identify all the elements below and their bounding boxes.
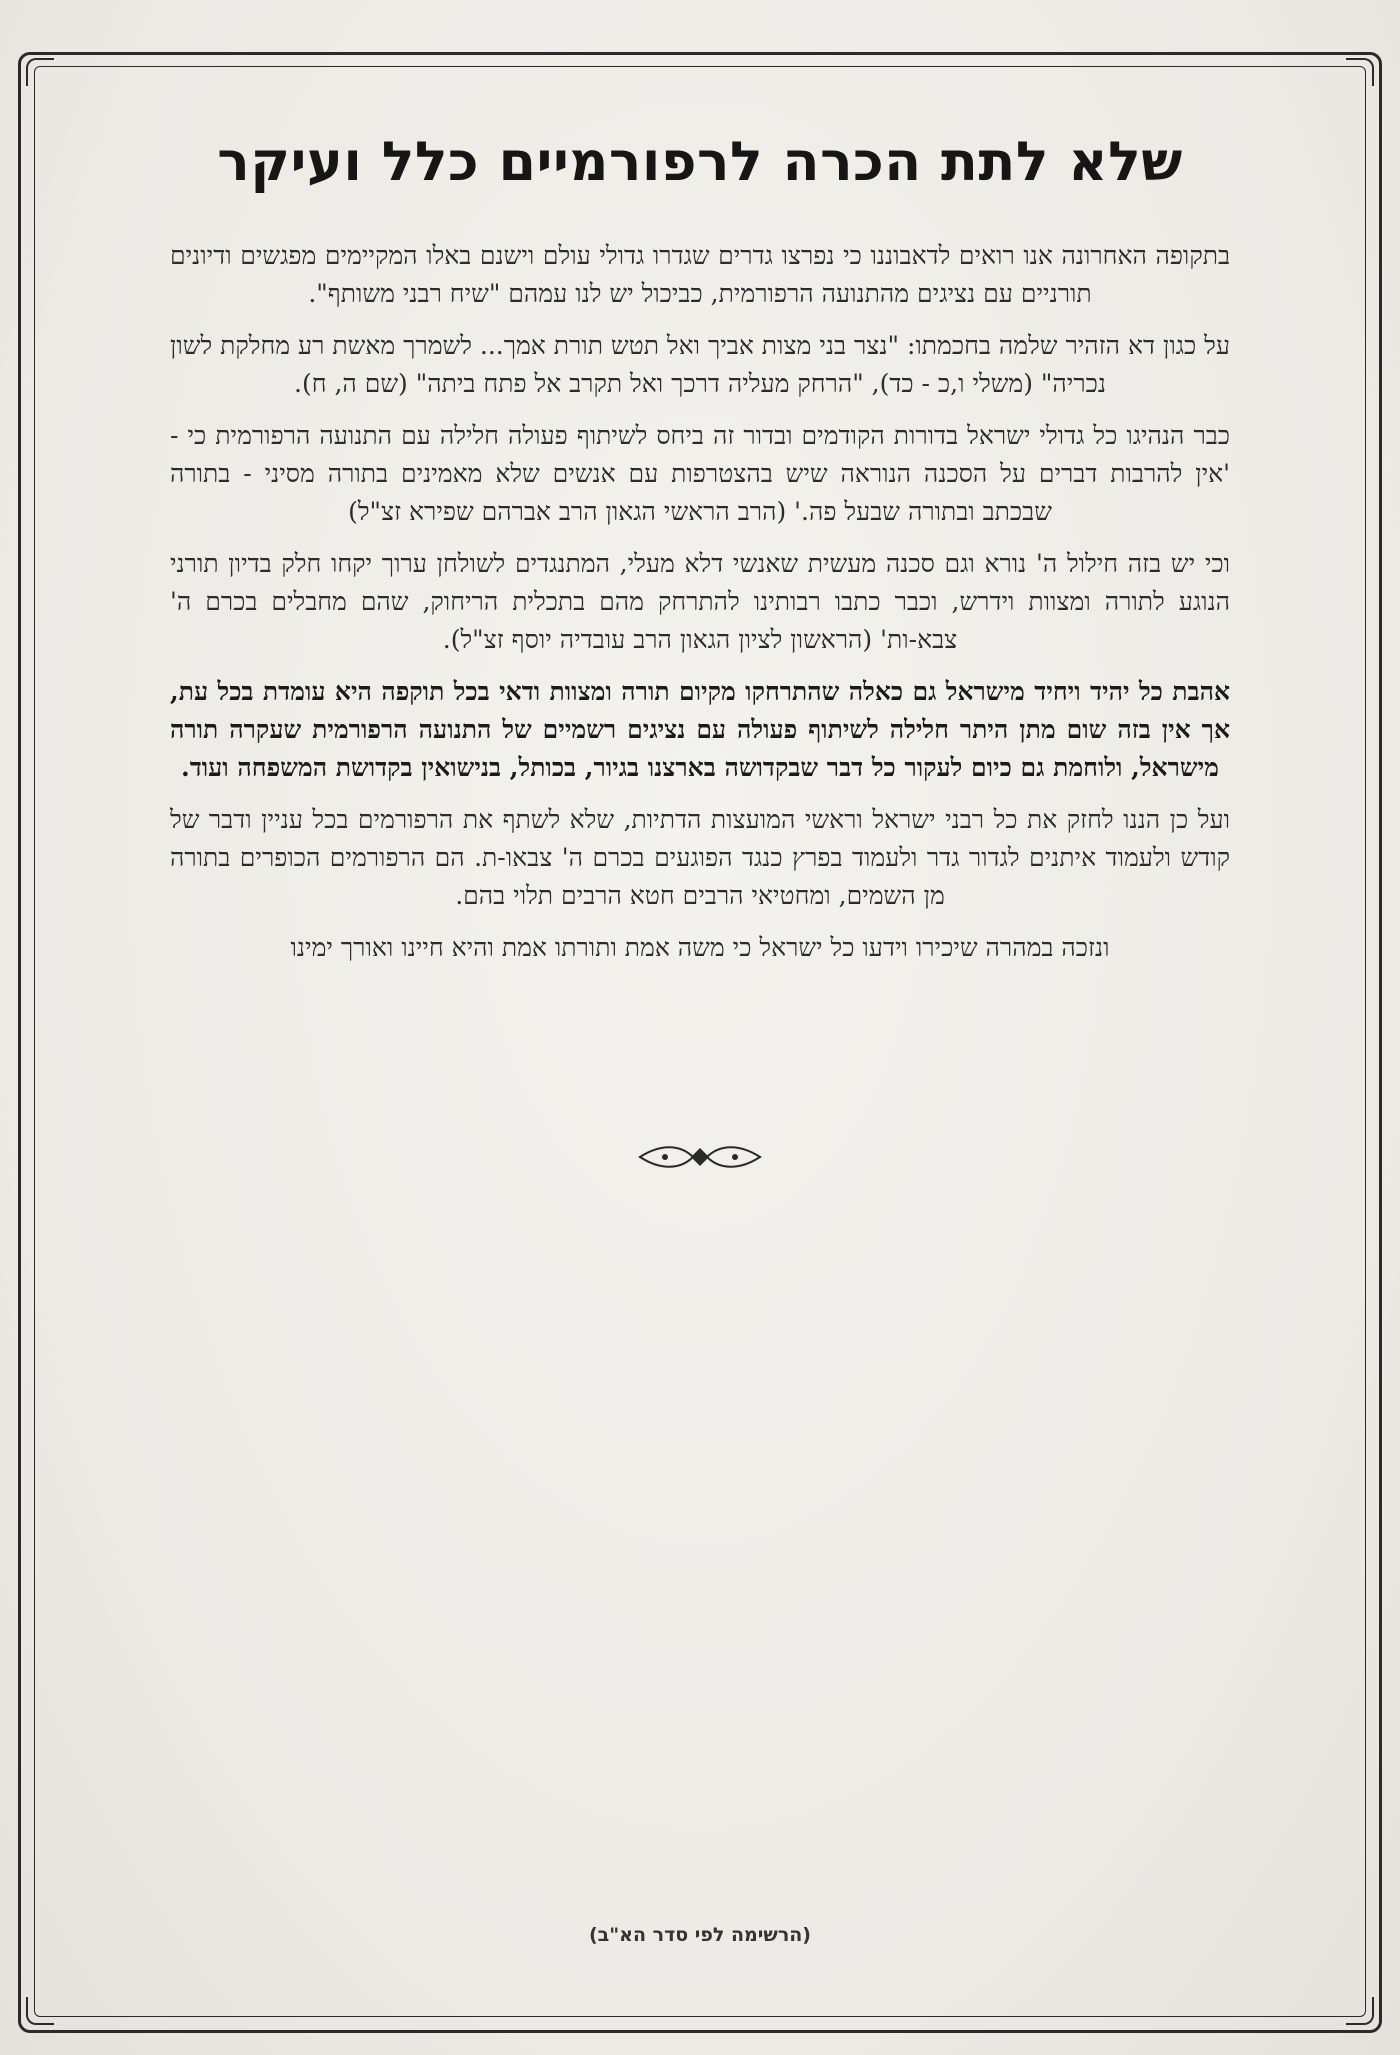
letter-paragraph: בתקופה האחרונה אנו רואים לדאבוננו כי נפרצו גדרים שגדרו גדולי עולם וישנם באלו המקיימים מפגשים ודיונים תורניים עם נציגים מהתנועה הרפורמית, כביכול יש לנו עמהם "שיח רבני משותף". — [170, 241, 1230, 308]
signer-title — [1020, 1680, 1250, 1700]
signer — [440, 1342, 670, 1394]
signer-name — [852, 1240, 1082, 1264]
signer — [730, 1342, 960, 1394]
signer — [150, 1444, 380, 1496]
signer-title — [1020, 1374, 1250, 1394]
signer-title — [440, 1680, 670, 1700]
frame-corner-ornament — [26, 1997, 54, 2025]
letter-paragraph: כבר הנהיגו כל גדולי ישראל בדורות הקודמים ובדור זה ביחס לשיתוף פעולה חלילה עם התנועה הרפורמית כי - 'אין להרבות דברים על הסכנה הנוראה שיש בהצטרפות עם אנשים שלא מאמינים בתורה מסיני - בתורה שבכתב ובתורה שבעל פה.' (הרב הראשי הגאון הרב אברהם שפירא זצ"ל) — [170, 421, 1230, 526]
signer-name — [585, 1750, 815, 1774]
signer — [1020, 1546, 1250, 1598]
frame-corner-ornament — [1346, 58, 1374, 86]
signer-title — [150, 1476, 380, 1496]
signer-title — [852, 1782, 1082, 1802]
signer — [852, 1240, 1082, 1292]
signer-name — [730, 1546, 960, 1570]
signer-title — [318, 1272, 548, 1292]
signer-title — [852, 1272, 1082, 1292]
signer — [440, 1444, 670, 1496]
signer-name — [318, 1240, 548, 1264]
signer-name — [150, 1648, 380, 1672]
signer-name — [318, 1750, 548, 1774]
signer-name — [150, 1546, 380, 1570]
signer-row — [120, 1342, 1280, 1394]
signer — [585, 1750, 815, 1802]
signer-name — [440, 1444, 670, 1468]
signer-title — [730, 1476, 960, 1496]
signer — [730, 1546, 960, 1598]
signer-name — [440, 1648, 670, 1672]
paragraphs — [170, 237, 1230, 967]
letter-title: שלא לתת הכרה לרפורמיים כלל ועיקר — [217, 130, 1183, 193]
signer-title — [150, 1374, 380, 1394]
signer-title — [150, 1680, 380, 1700]
signer-name — [440, 1546, 670, 1570]
letter-body — [170, 130, 1230, 981]
signer-row — [120, 1240, 1280, 1292]
signer — [585, 1240, 815, 1292]
signer-title — [440, 1476, 670, 1496]
signatories — [120, 1240, 1280, 1852]
signer-title — [730, 1374, 960, 1394]
letter-paragraph: אהבת כל יהיד ויחיד מישראל גם כאלה שהתרחקו מקיום תורה ומצוות ודאי בכל תוקפה היא עומדת בכל עת, אך אין בזה שום מתן היתר חלילה לשיתוף פעולה עם נציגים רשמיים של התנועה הרפורמית שעקרה תורה מישראל, ולוחמת גם כיום לעקור כל דבר שבקדושה בארצנו בגיור, בכותל, בנישואין בקדושת המשפחה ועוד. — [170, 677, 1230, 782]
frame-corner-ornament — [26, 58, 54, 86]
letter-paragraph: על כגון דא הזהיר שלמה בחכמתו: "נצר בני מצות אביך ואל תטש תורת אמך... לשמרך מאשת רע מחלקת לשון נכריה" (משלי ו,כ - כד), "הרחק מעליה דרכך ואל תקרב אל פתח ביתה" (שם ה, ח). — [170, 331, 1230, 398]
signer-name — [1020, 1546, 1250, 1570]
signer — [1020, 1342, 1250, 1394]
signer-row — [120, 1648, 1280, 1700]
signer — [318, 1240, 548, 1292]
signer-title — [730, 1578, 960, 1598]
signer — [1020, 1444, 1250, 1496]
signer-name — [1020, 1648, 1250, 1672]
signer-name — [852, 1750, 1082, 1774]
letter-paragraph: וכי יש בזה חילול ה' נורא וגם סכנה מעשית שאנשי דלא מעלי, המתנגדים לשולחן ערוך יקחו חלק בדיון תורני הנוגע לתורה ומצוות וידרש, וכבר כתבו רבותינו להתרחק מהם בתכלית הריחוק, שהם מחבלים בכרם ה' צבא-ות' (הראשון לציון הגאון הרב עובדיה יוסף זצ"ל). — [170, 549, 1230, 654]
signer — [1020, 1648, 1250, 1700]
signer-title — [440, 1374, 670, 1394]
footer-note: (הרשימה לפי סדר הא"ב) — [589, 1924, 811, 1946]
signer-title — [585, 1272, 815, 1292]
signer-name — [730, 1342, 960, 1366]
signer-name — [150, 1342, 380, 1366]
divider-ornament-icon — [0, 1137, 1400, 1177]
signer-title — [150, 1578, 380, 1598]
signer-title — [585, 1782, 815, 1802]
signer — [730, 1444, 960, 1496]
signer-name — [1020, 1342, 1250, 1366]
signer-row — [120, 1444, 1280, 1496]
letter-paragraph: ונזכה במהרה שיכירו וידעו כל ישראל כי משה אמת ותורתו אמת והיא חיינו ואורך ימינו — [290, 933, 1110, 962]
letter-paragraph: ועל כן הננו לחזק את כל רבני ישראל וראשי המועצות הדתיות, שלא לשתף את הרפורמים בכל עניין ודבר של קודש ולעמוד איתנים לגדור גדר ולעמוד בפרץ כנגד הפוגעים בכרם ה' צבאו-ת. הם הרפורמים הכופרים בתורה מן השמים, ומחטיאי הרבים חטא הרבים תלוי בהם. — [170, 805, 1230, 910]
signer-title — [318, 1782, 548, 1802]
signer-name — [730, 1648, 960, 1672]
signer — [150, 1342, 380, 1394]
signer-title — [1020, 1476, 1250, 1496]
signer — [150, 1546, 380, 1598]
signer-title — [440, 1578, 670, 1598]
signer-name — [585, 1240, 815, 1264]
signer — [730, 1648, 960, 1700]
signer-title — [730, 1680, 960, 1700]
signer — [440, 1648, 670, 1700]
signer — [440, 1546, 670, 1598]
signer — [852, 1750, 1082, 1802]
frame-corner-ornament — [1346, 1997, 1374, 2025]
signer — [150, 1648, 380, 1700]
signer-name — [150, 1444, 380, 1468]
signer-name — [730, 1444, 960, 1468]
signer-name — [1020, 1444, 1250, 1468]
signer-row — [120, 1546, 1280, 1598]
signer-row — [120, 1750, 1280, 1802]
flourish-icon — [635, 1140, 765, 1174]
signer — [318, 1750, 548, 1802]
signer-title — [1020, 1578, 1250, 1598]
signer-name — [440, 1342, 670, 1366]
